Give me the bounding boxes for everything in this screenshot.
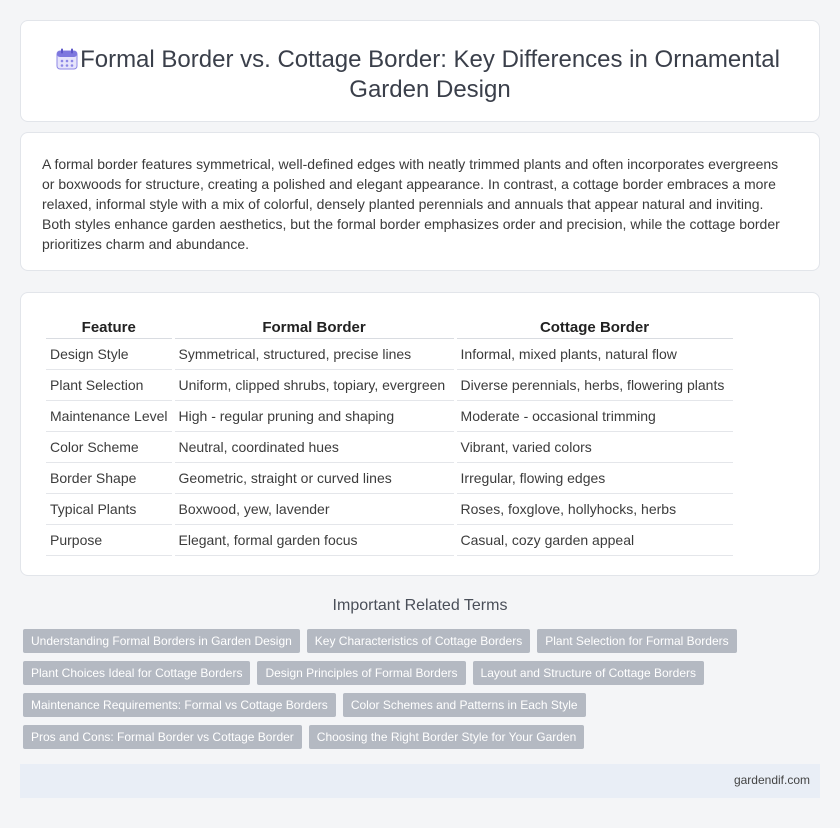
site-credit: gardendif.com — [733, 773, 810, 787]
related-term-link[interactable]: Maintenance Requirements: Formal vs Cottage Borders — [23, 693, 336, 717]
tag-row — [23, 725, 803, 749]
table-cell: Elegant, formal garden focus — [175, 525, 454, 556]
table-cell: Irregular, flowing edges — [457, 463, 733, 494]
table-row — [46, 370, 733, 401]
table-cell: Maintenance Level — [46, 401, 172, 432]
related-term-link[interactable]: Design Principles of Formal Borders — [257, 661, 465, 685]
table-cell: Typical Plants — [46, 494, 172, 525]
comparison-table — [43, 313, 736, 556]
column-header: Formal Border — [175, 313, 454, 339]
table-cell: Geometric, straight or curved lines — [175, 463, 454, 494]
table-cell: Symmetrical, structured, precise lines — [175, 339, 454, 370]
related-term-link[interactable]: Pros and Cons: Formal Border vs Cottage Border — [23, 725, 302, 749]
table-cell: Diverse perennials, herbs, flowering plants — [457, 370, 733, 401]
related-term-link[interactable]: Understanding Formal Borders in Garden Design — [23, 629, 300, 653]
related-term-link[interactable]: Plant Choices Ideal for Cottage Borders — [23, 661, 250, 685]
tag-row — [23, 693, 803, 717]
table-cell: Design Style — [46, 339, 172, 370]
related-term-link[interactable]: Plant Selection for Formal Borders — [537, 629, 736, 653]
table-cell: Moderate - occasional trimming — [457, 401, 733, 432]
table-row — [46, 339, 733, 370]
footer — [20, 764, 820, 798]
table-cell: Vibrant, varied colors — [457, 432, 733, 463]
comparison-card — [20, 292, 820, 576]
column-header: Feature — [46, 313, 172, 339]
intro-paragraph: A formal border features symmetrical, well-defined edges with neatly trimmed plants and often incorporates evergreens or boxwoods for structure, creating a polished and elegant appearance. In contrast, a cottage border embraces a more relaxed, informal style with a mix of colorful, densely planted perennials and annuals that appear natural and inviting. Both styles enhance garden aesthetics, but the formal border emphasizes order and precision, while the cottage border prioritizes charm and abundance. — [42, 156, 780, 252]
page-title: Formal Border vs. Cottage Border: Key Differences in Ornamental Garden Design — [80, 46, 780, 103]
table-row — [46, 494, 733, 525]
tag-row — [23, 629, 803, 653]
table-cell: Roses, foxglove, hollyhocks, herbs — [457, 494, 733, 525]
table-row — [46, 432, 733, 463]
table-cell: High - regular pruning and shaping — [175, 401, 454, 432]
table-header-row — [46, 313, 733, 339]
table-cell: Color Scheme — [46, 432, 172, 463]
related-terms-list — [23, 629, 803, 757]
table-cell: Plant Selection — [46, 370, 172, 401]
column-header: Cottage Border — [457, 313, 733, 339]
table-cell: Purpose — [46, 525, 172, 556]
table-cell: Border Shape — [46, 463, 172, 494]
intro-card — [20, 132, 820, 271]
table-row — [46, 401, 733, 432]
related-term-link[interactable]: Choosing the Right Border Style for Your Garden — [309, 725, 585, 749]
header-card — [20, 20, 820, 122]
table-row — [46, 463, 733, 494]
table-cell: Casual, cozy garden appeal — [457, 525, 733, 556]
related-term-link[interactable]: Key Characteristics of Cottage Borders — [307, 629, 530, 653]
tag-row — [23, 661, 803, 685]
table-cell: Informal, mixed plants, natural flow — [457, 339, 733, 370]
table-cell: Neutral, coordinated hues — [175, 432, 454, 463]
table-cell: Boxwood, yew, lavender — [175, 494, 454, 525]
related-term-link[interactable]: Color Schemes and Patterns in Each Style — [343, 693, 586, 717]
table-cell: Uniform, clipped shrubs, topiary, evergreen — [175, 370, 454, 401]
table-row — [46, 525, 733, 556]
related-term-link[interactable]: Layout and Structure of Cottage Borders — [473, 661, 704, 685]
related-terms-heading: Important Related Terms — [332, 597, 508, 614]
